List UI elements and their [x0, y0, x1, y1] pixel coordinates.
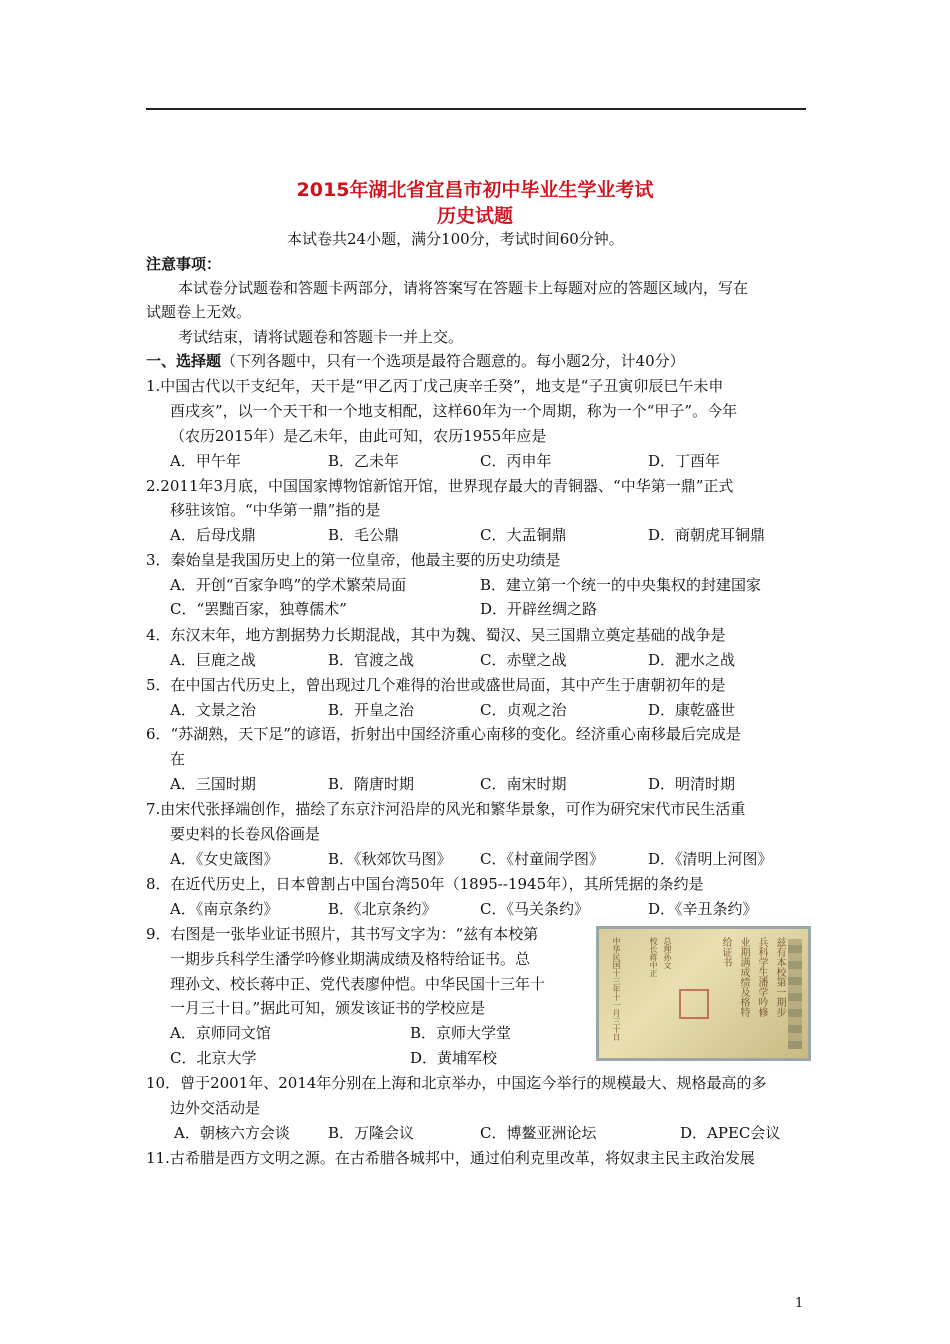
section1-desc: （下列各题中，只有一个选项是最符合题意的。每小题2分，计40分）: [221, 352, 685, 370]
q3-option-d: D．开辟丝绸之路: [480, 600, 598, 618]
blurred-strip: [788, 939, 802, 1049]
q9-option-b: B．京师大学堂: [410, 1024, 512, 1042]
q6-line: 在: [170, 750, 186, 768]
q1-line: （农历2015年）是乙未年，由此可知，农历1955年应是: [170, 427, 547, 445]
exam-title: 2015年湖北省宜昌市初中毕业生学业考试: [296, 179, 654, 201]
q1-option-b: B．乙未年: [328, 452, 400, 470]
q11-line: 11.古希腊是西方文明之源。在古希腊各城邦中，通过伯利克里改革，将奴隶主民主政治发展: [146, 1149, 755, 1167]
page-number: 1: [795, 1296, 804, 1311]
q3-option-a: A．开创“百家争鸣”的学术繁荣局面: [170, 576, 407, 594]
q7-option-a: A．《女史箴图》: [170, 850, 279, 868]
q5-option-d: D．康乾盛世: [648, 701, 736, 719]
certificate-text-column: 总理孙文: [663, 937, 672, 969]
q5-option-a: A．文景之治: [170, 701, 256, 719]
q8-option-a: A．《南京条约》: [170, 900, 279, 918]
q7-option-c: C．《村童闹学图》: [480, 850, 604, 868]
notice-p1-line1: 本试卷分试题卷和答题卡两部分，请将答案写在答题卡上每题对应的答题区域内，写在: [178, 279, 749, 297]
exam-info: 本试卷共24小题，满分100分，考试时间60分钟。: [287, 230, 624, 248]
q10-option-b: B．万隆会议: [328, 1124, 415, 1142]
certificate-text-column: 校长蒋中正: [649, 937, 658, 977]
q8-option-c: C．《马关条约》: [480, 900, 589, 918]
q10-line: 10．曾于2001年、2014年分别在上海和北京举办，中国迄今举行的规模最大、规格最高的多: [146, 1074, 767, 1092]
certificate-text-column: 业期满成绩及格特: [738, 937, 749, 1017]
q2-option-a: A．后母戊鼎: [170, 526, 256, 544]
q9-line: 9．右图是一张毕业证书照片，其书写文字为：“兹有本校第: [146, 925, 539, 943]
q8-option-d: D．《辛丑条约》: [648, 900, 758, 918]
q8-option-b: B．《北京条约》: [328, 900, 437, 918]
q2-option-c: C．大盂铜鼎: [480, 526, 567, 544]
q6-option-b: B．隋唐时期: [328, 775, 415, 793]
q10-option-d: D．APEC会议: [680, 1124, 781, 1142]
q8-line: 8．在近代历史上，日本曾割占中国台湾50年（1895--1945年），其所凭据的条约是: [146, 875, 704, 893]
q6-option-d: D．明清时期: [648, 775, 736, 793]
q10-line: 边外交活动是: [170, 1099, 261, 1117]
notice-heading: 注意事项：: [146, 255, 222, 273]
q9-line: 一期步兵科学生潘学吟修业期满成绩及格特给证书。总: [170, 950, 531, 968]
q3-option-b: B．建立第一个统一的中央集权的封建国家: [480, 576, 762, 594]
header-rule: [146, 108, 806, 110]
q5-option-b: B．开皇之治: [328, 701, 415, 719]
q7-option-d: D．《清明上河图》: [648, 850, 773, 868]
q9-option-a: A．京师同文馆: [170, 1024, 271, 1042]
exam-subtitle: 历史试题: [436, 205, 513, 227]
q9-line: 一月三十日。”据此可知，颁发该证书的学校应是: [170, 999, 486, 1017]
q1-line: 1.中国古代以干支纪年，天干是“甲乙丙丁戊己庚辛壬癸”，地支是“子丑寅卯辰巳午未申: [146, 377, 724, 395]
q6-option-a: A．三国时期: [170, 775, 256, 793]
q7-line: 要史料的长卷风俗画是: [170, 825, 321, 843]
certificate-text-column: 兵科学生潘学吟修: [756, 937, 767, 1017]
q5-option-c: C．贞观之治: [480, 701, 567, 719]
notice-p1-line2: 试题卷上无效。: [146, 303, 252, 321]
q4-option-b: B．官渡之战: [328, 651, 415, 669]
q9-option-d: D．黄埔军校: [410, 1049, 498, 1067]
q1-line: 酉戌亥”，以一个天干和一个地支相配，这样60年为一个周期，称为一个“甲子”。今年: [170, 402, 738, 420]
q6-option-c: C．南宋时期: [480, 775, 567, 793]
q2-line: 移驻该馆。“中华第一鼎”指的是: [170, 501, 381, 519]
q10-option-c: C．博鳌亚洲论坛: [480, 1124, 597, 1142]
certificate-text-column: 给证书: [720, 937, 731, 967]
certificate-date-column: 中华民国十三年十一月三十日: [612, 937, 621, 1041]
q9-option-c: C．北京大学: [170, 1049, 257, 1067]
q6-line: 6．“苏湖熟，天下足”的谚语，折射出中国经济重心南移的变化。经济重心南移最后完成是: [146, 725, 741, 743]
q1-option-a: A．甲午年: [170, 452, 241, 470]
q1-option-c: C．丙申年: [480, 452, 552, 470]
certificate-text-column: 兹有本校第一期步: [774, 937, 785, 1017]
section1-label: 一、选择题: [146, 352, 222, 370]
q2-option-d: D．商朝虎耳铜鼎: [648, 526, 766, 544]
q7-line: 7.由宋代张择端创作，描绘了东京汴河沿岸的风光和繁华景象，可作为研究宋代市民生活重: [146, 800, 746, 818]
q1-option-d: D．丁酉年: [648, 452, 721, 470]
notice-p2: 考试结束，请将试题卷和答题卡一并上交。: [178, 328, 464, 346]
q2-option-b: B．毛公鼎: [328, 526, 400, 544]
q4-option-d: D．淝水之战: [648, 651, 736, 669]
q9-line: 理孙文、校长蒋中正、党代表廖仲恺。中华民国十三年十: [170, 975, 546, 993]
q4-option-c: C．赤壁之战: [480, 651, 567, 669]
q7-option-b: B．《秋郊饮马图》: [328, 850, 452, 868]
q4-option-a: A．巨鹿之战: [170, 651, 256, 669]
graduation-certificate-photo: [596, 926, 811, 1061]
q2-line: 2.2011年3月底，中国国家博物馆新馆开馆，世界现存最大的青铜器、“中华第一鼎”正式: [146, 477, 734, 495]
seal-stamp: [679, 989, 709, 1019]
q3-line: 3．秦始皇是我国历史上的第一位皇帝，他最主要的历史功绩是: [146, 551, 561, 569]
q10-option-a: A．朝核六方会谈: [174, 1124, 290, 1142]
section1-heading: [146, 351, 685, 371]
q4-line: 4．东汉末年，地方割据势力长期混战，其中为魏、蜀汉、吴三国鼎立奠定基础的战争是: [146, 626, 726, 644]
q3-option-c: C．“罢黜百家，独尊儒术”: [170, 600, 347, 618]
q5-line: 5．在中国古代历史上，曾出现过几个难得的治世或盛世局面，其中产生于唐朝初年的是: [146, 676, 726, 694]
